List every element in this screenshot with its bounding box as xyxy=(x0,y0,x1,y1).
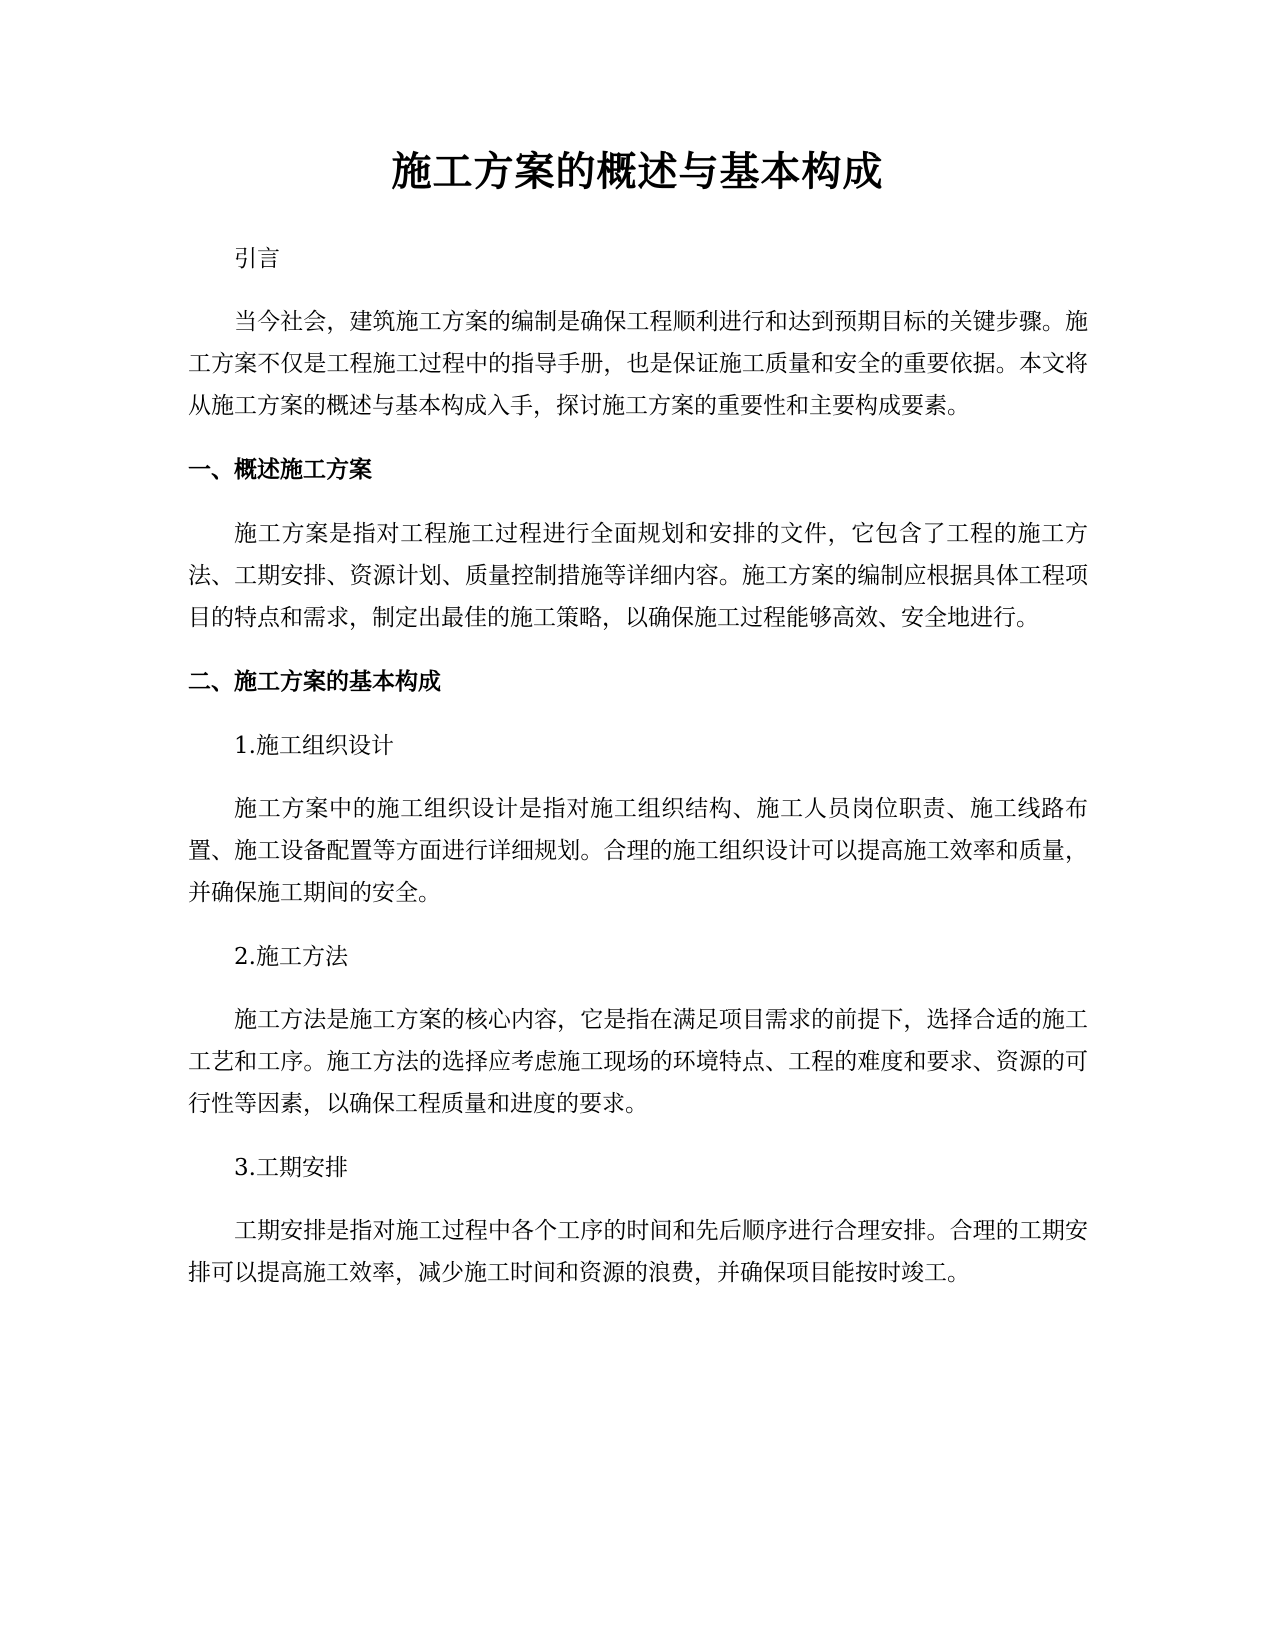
section-2-heading: 二、施工方案的基本构成 xyxy=(188,669,441,695)
document-title: 施工方案的概述与基本构成 xyxy=(391,149,884,195)
item-3-label: 3.工期安排 xyxy=(234,1155,348,1181)
item-1-label: 1.施工组织设计 xyxy=(234,733,394,759)
item-2-label: 2.施工方法 xyxy=(234,944,348,970)
intro-paragraph: 当今社会，建筑施工方案的编制是确保工程顺利进行和达到预期目标的关键步骤。施工方案不仅是工程施工过程中的指导手册，也是保证施工质量和安全的重要依据。本文将从施工方案的概述与基本构成入手，探讨施工方案的重要性和主要构成要素。 xyxy=(188,309,1088,419)
item-2-paragraph: 施工方法是施工方案的核心内容，它是指在满足项目需求的前提下，选择合适的施工工艺和工序。施工方法的选择应考虑施工现场的环境特点、工程的难度和要求、资源的可行性等因素，以确保工程质量和进度的要求。 xyxy=(188,1007,1088,1117)
section-1-paragraph: 施工方案是指对工程施工过程进行全面规划和安排的文件，它包含了工程的施工方法、工期安排、资源计划、质量控制措施等详细内容。施工方案的编制应根据具体工程项目的特点和需求，制定出最佳的施工策略，以确保施工过程能够高效、安全地进行。 xyxy=(188,521,1088,631)
section-1-heading: 一、概述施工方案 xyxy=(188,457,372,483)
document-body xyxy=(188,238,1088,1316)
intro-label: 引言 xyxy=(234,246,280,272)
item-3-paragraph: 工期安排是指对施工过程中各个工序的时间和先后顺序进行合理安排。合理的工期安排可以提高施工效率，减少施工时间和资源的浪费，并确保项目能按时竣工。 xyxy=(188,1218,1088,1286)
item-1-paragraph: 施工方案中的施工组织设计是指对施工组织结构、施工人员岗位职责、施工线路布置、施工设备配置等方面进行详细规划。合理的施工组织设计可以提高施工效率和质量，并确保施工期间的安全。 xyxy=(188,796,1088,906)
